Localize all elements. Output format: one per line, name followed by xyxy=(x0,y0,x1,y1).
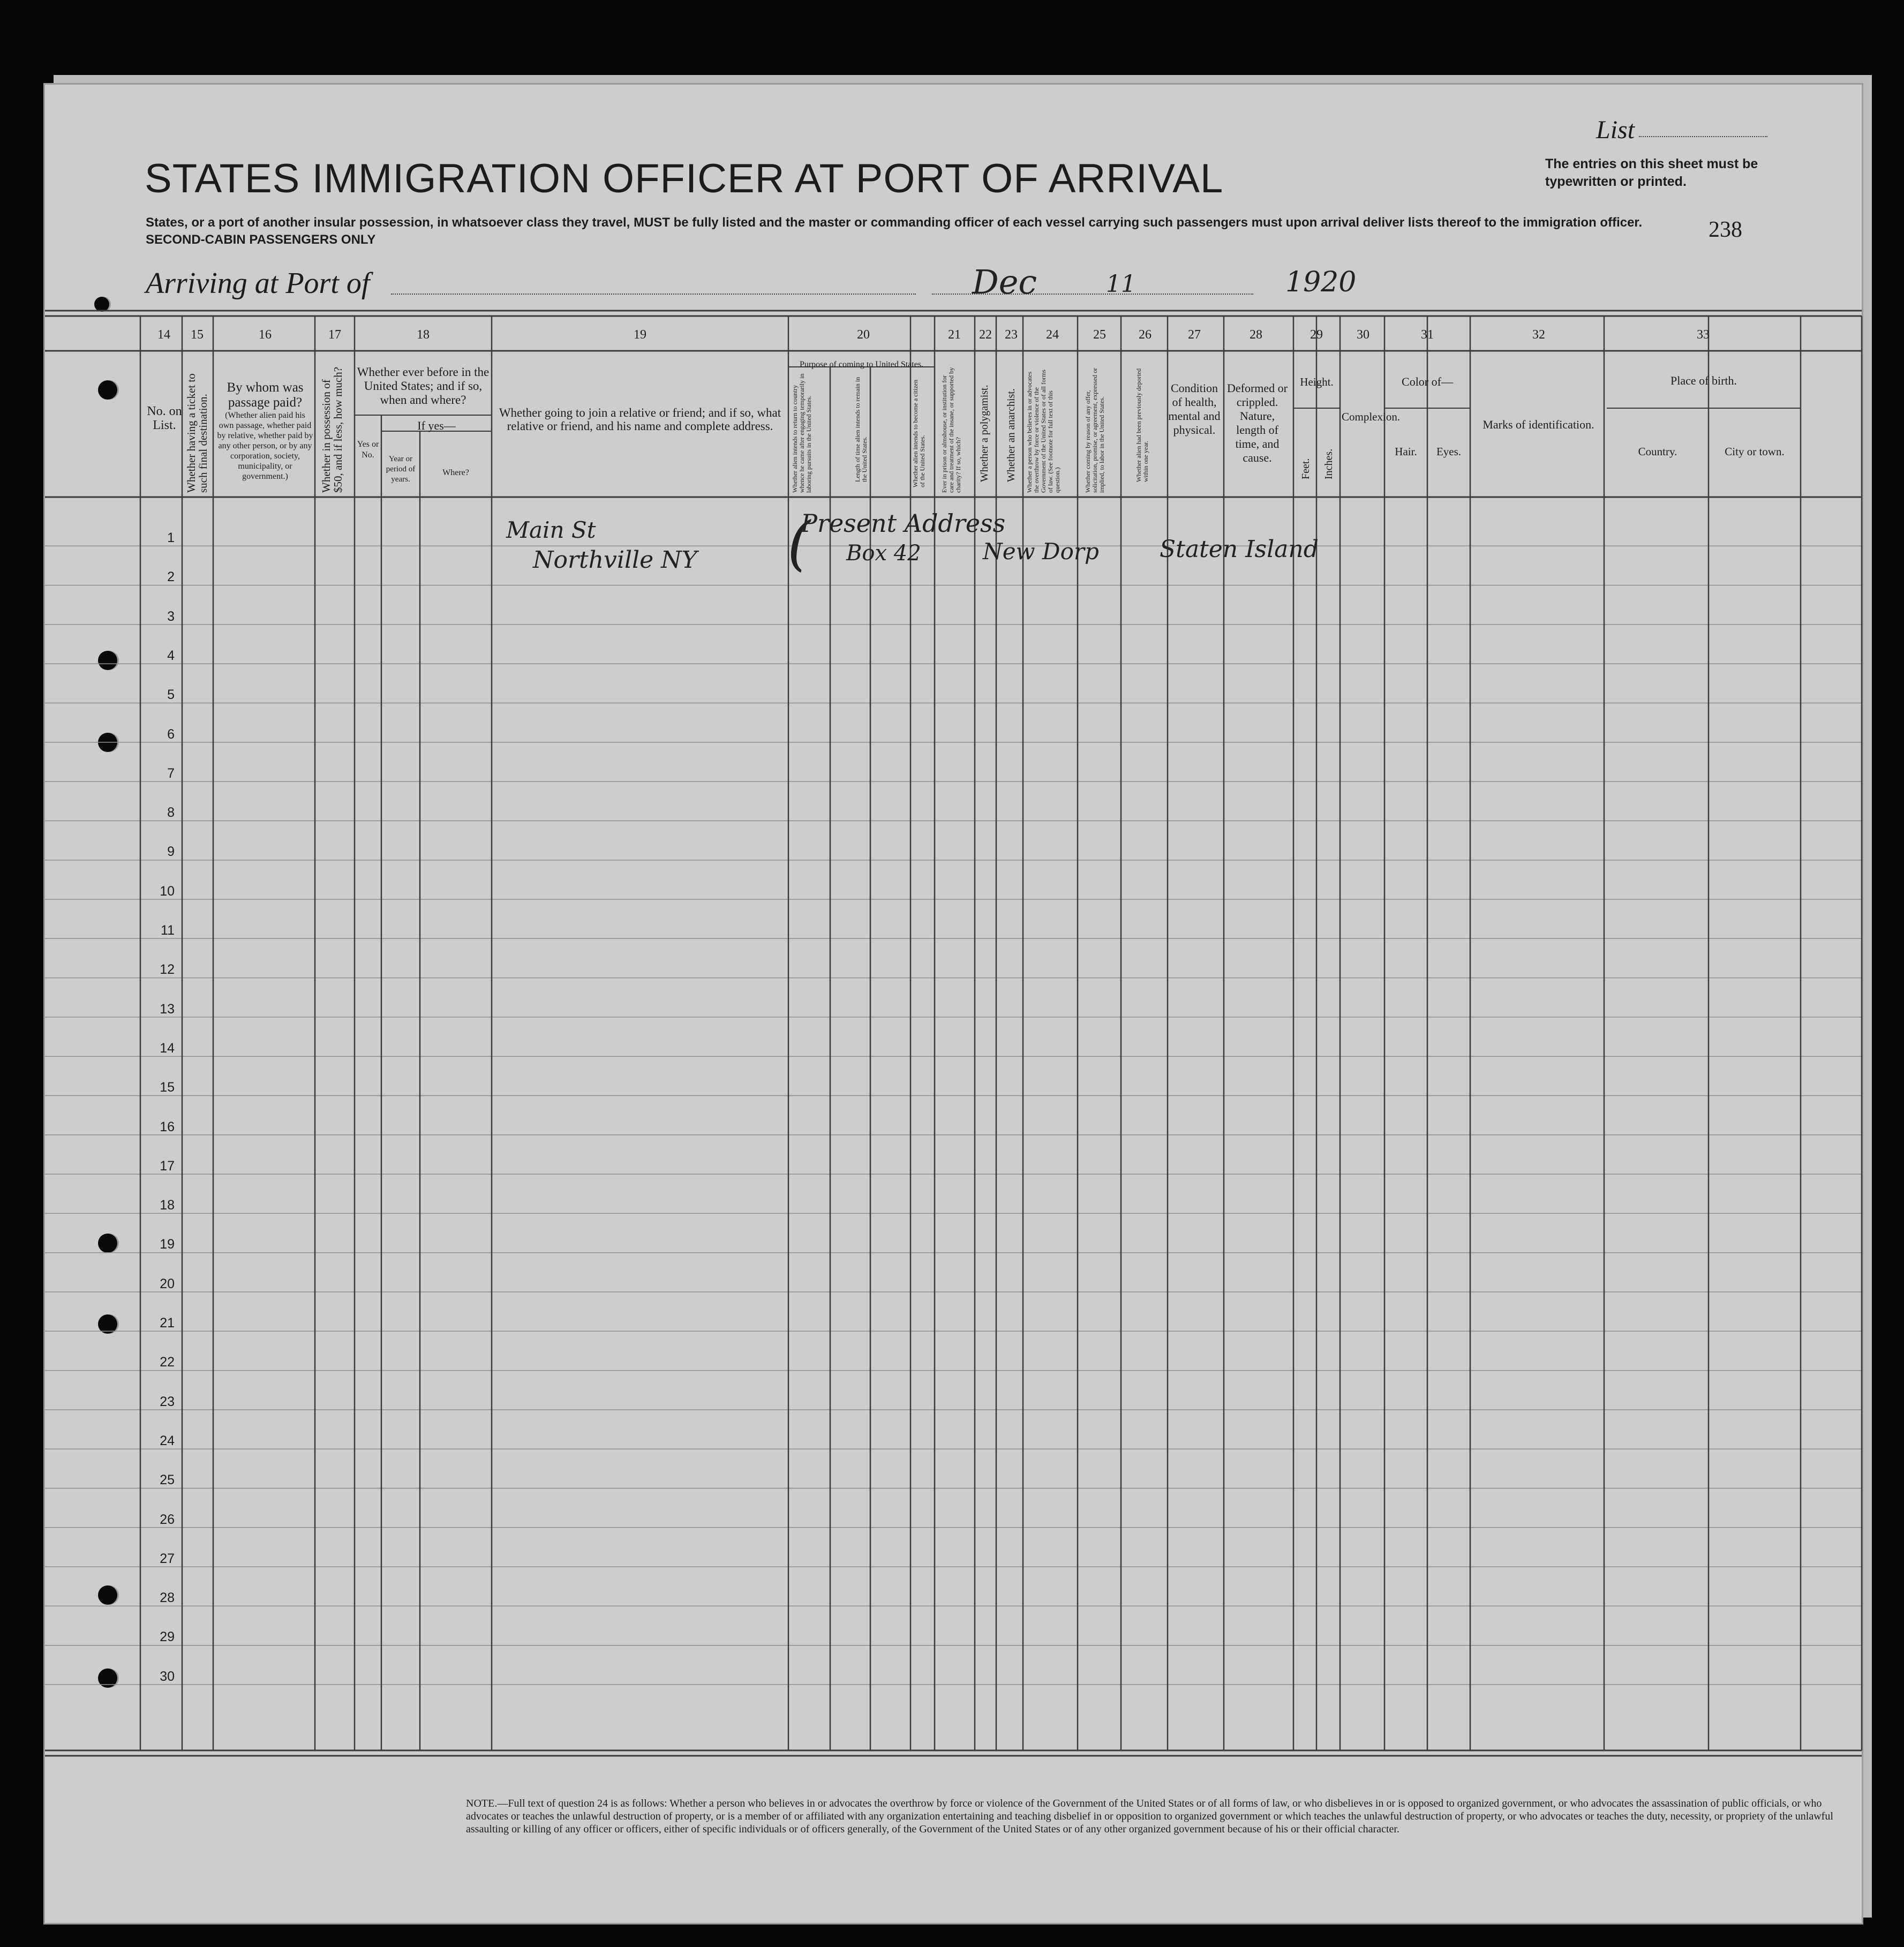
colnum-22: 22 xyxy=(979,328,992,342)
arriving-label: Arriving at Port of xyxy=(146,267,370,300)
row-number: 10 xyxy=(160,883,175,899)
header-purpose: Purpose of coming to United States. xyxy=(799,360,924,369)
row-number: 12 xyxy=(160,962,175,978)
header-complexion: Complexion. xyxy=(1342,410,1401,423)
header-length-of-time: Length of time alien intends to remain in the United States. xyxy=(854,377,868,482)
row-number: 20 xyxy=(160,1276,175,1291)
colnum-33: 33 xyxy=(1697,328,1710,342)
header-place-of-birth: Place of birth. xyxy=(1670,374,1737,387)
colnum-31: 31 xyxy=(1421,328,1434,342)
colnum-26: 26 xyxy=(1139,328,1152,342)
row-number: 13 xyxy=(160,1001,175,1017)
footnote: NOTE.—Full text of question 24 is as follows: Whether a person who believes in or advocates the overthrow by force or violence of the Government of the United States or of all forms of law, or who disbelieves in or is opposed to organized government, or who advocates the assassination of public officials, or who advocates or teaches the unlawful destruction of property, or is a member of or affiliated with any organization entertaining and teaching disbelief in or opposition to organized government or which teaches the unlawful destruction of property, or who advocates or teaches the duty, necessity, or propriety of the unlawful assaulting or killing of any officer or officers, either of specific individuals or of officers generally, of the Government of the United States or of any other organized government because of his or their official character. xyxy=(466,1798,1833,1835)
colnum-23: 23 xyxy=(1005,328,1018,342)
colnum-20: 20 xyxy=(857,328,870,342)
row-number: 9 xyxy=(167,844,175,860)
header-prison: Ever in prison or almshouse, or institution for care and treatment of the insane, or supported by charity? If so, which? xyxy=(940,367,962,493)
row-number: 22 xyxy=(160,1355,175,1370)
header-anarchist: Whether an anarchist. xyxy=(1005,388,1017,482)
date-year: 1920 xyxy=(1285,266,1357,298)
header-yes-no: Yes or No. xyxy=(357,440,379,460)
header-city-or-town: City or town. xyxy=(1725,445,1785,458)
handwritten-present-address: Present Address xyxy=(801,509,1006,538)
row-number: 19 xyxy=(160,1237,175,1252)
header-deformed: Deformed or crippled. Nature, length of time, and cause. xyxy=(1226,381,1288,464)
header-feet: Feet. xyxy=(1300,458,1312,479)
colnum-32: 32 xyxy=(1532,328,1545,342)
header-hair: Hair. xyxy=(1395,445,1417,458)
row-number: 14 xyxy=(160,1040,175,1056)
header-height: Height. xyxy=(1300,375,1334,388)
header-before-in-us: Whether ever before in the United States; and if so, when and where? xyxy=(357,365,490,407)
colnum-27: 27 xyxy=(1188,328,1201,342)
header-year: Year or period of years. xyxy=(386,455,416,484)
handwritten-box: Box 42 xyxy=(846,541,921,566)
row-number: 25 xyxy=(160,1472,175,1488)
row-number: 1 xyxy=(167,530,175,545)
header-overthrow: Whether a person who believes in or advocates the overthrow by force or violence of the Government of the United States or of all forms of law. (See footnote for full text of this question.) xyxy=(1026,370,1061,493)
colnum-17: 17 xyxy=(328,328,341,342)
page-title: STATES IMMIGRATION OFFICER AT PORT OF ARRIVAL xyxy=(145,156,1224,201)
header-offer-labor: Whether coming by reason of any offer, solicitation, promise, or agreement, expressed or implied, to labor in the United States. xyxy=(1084,367,1105,493)
colnum-24: 24 xyxy=(1046,328,1059,342)
row-number: 30 xyxy=(160,1668,175,1684)
row-number: 23 xyxy=(160,1394,175,1409)
header-become-citizen: Whether alien intends to become a citizen of the United States. xyxy=(912,379,926,487)
header-no-on-list: No. on List. xyxy=(147,404,182,432)
header-color-of: Color of— xyxy=(1402,375,1453,388)
header-fifty-dollars: Whether in possession of $50, and if less, how much? xyxy=(320,366,344,493)
colnum-16: 16 xyxy=(259,328,272,342)
row-number: 11 xyxy=(161,923,175,938)
header-deported: Whether alien had been previously deported within one year. xyxy=(1135,368,1149,482)
header-inches: Inches. xyxy=(1323,448,1335,479)
instruction-line-1: States, or a port of another insular possession, in whatsoever class they travel, MUST be fully listed and the master or commanding officer of each vessel carrying such passengers must upon arrival deliver lists thereof to the immigration officer. xyxy=(146,215,1643,230)
row-number: 15 xyxy=(160,1080,175,1095)
handwritten-bracket: ( xyxy=(787,509,810,577)
colnum-15: 15 xyxy=(191,328,204,342)
entries-note: The entries on this sheet must be typewritten or printed. xyxy=(1545,156,1758,189)
row-number: 26 xyxy=(160,1512,175,1527)
colnum-14: 14 xyxy=(157,328,170,342)
row-number: 4 xyxy=(167,648,175,663)
colnum-18: 18 xyxy=(417,328,430,342)
row-number: 17 xyxy=(160,1158,175,1174)
header-ticket: Whether having a ticket to such final destination. xyxy=(185,373,209,493)
handwritten-northville: Northville NY xyxy=(533,546,697,574)
row-number: 27 xyxy=(160,1551,175,1566)
row-number: 2 xyxy=(167,569,175,585)
instruction-line-2: SECOND-CABIN PASSENGERS ONLY xyxy=(146,232,376,247)
colnum-25: 25 xyxy=(1093,328,1106,342)
handwritten-staten-island: Staten Island xyxy=(1160,536,1319,563)
row-number: 7 xyxy=(167,765,175,781)
header-polygamist: Whether a polygamist. xyxy=(979,385,990,482)
colnum-30: 30 xyxy=(1357,328,1369,342)
handwritten-new-dorp: New Dorp xyxy=(983,538,1099,565)
row-number: 5 xyxy=(167,687,175,703)
row-number: 3 xyxy=(167,608,175,624)
header-passage-paid xyxy=(217,380,313,482)
header-if-yes: If yes— xyxy=(417,419,456,432)
row-number: 16 xyxy=(160,1119,175,1134)
header-where: Where? xyxy=(442,468,469,477)
page-number: 238 xyxy=(1709,217,1742,242)
header-country: Country. xyxy=(1638,445,1677,458)
date-month: Dec xyxy=(972,262,1037,302)
handwritten-main-st: Main St xyxy=(506,517,596,543)
header-purpose-return: Whether alien intends to return to country whence he came after engaging temporarily in laboring pursuits in the United States. xyxy=(791,373,812,493)
header-condition: Condition of health, mental and physical. xyxy=(1168,381,1221,437)
header-passage-paid-label: By whom was passage paid? xyxy=(227,380,304,410)
row-number: 24 xyxy=(160,1433,175,1448)
row-number: 29 xyxy=(160,1629,175,1645)
header-join-relative: Whether going to join a relative or friend; and if so, what relative or friend, and his name and complete address. xyxy=(499,406,781,433)
header-eyes: Eyes. xyxy=(1436,445,1462,458)
date-day: 11 xyxy=(1106,270,1136,298)
colnum-19: 19 xyxy=(634,328,646,342)
colnum-21: 21 xyxy=(948,328,961,342)
row-number: 6 xyxy=(167,726,175,742)
list-label: List xyxy=(1596,116,1635,144)
row-number: 28 xyxy=(160,1590,175,1606)
colnum-28: 28 xyxy=(1250,328,1262,342)
colnum-29: 29 xyxy=(1310,328,1323,342)
row-number: 8 xyxy=(167,805,175,821)
row-number: 18 xyxy=(160,1198,175,1213)
header-passage-paid-sub: (Whether alien paid his own passage, whether paid by relative, whether paid by any other person, or by any corporation, society, municipality, or government.) xyxy=(217,411,313,481)
row-number: 21 xyxy=(160,1315,175,1330)
header-marks: Marks of identification. xyxy=(1482,418,1594,431)
